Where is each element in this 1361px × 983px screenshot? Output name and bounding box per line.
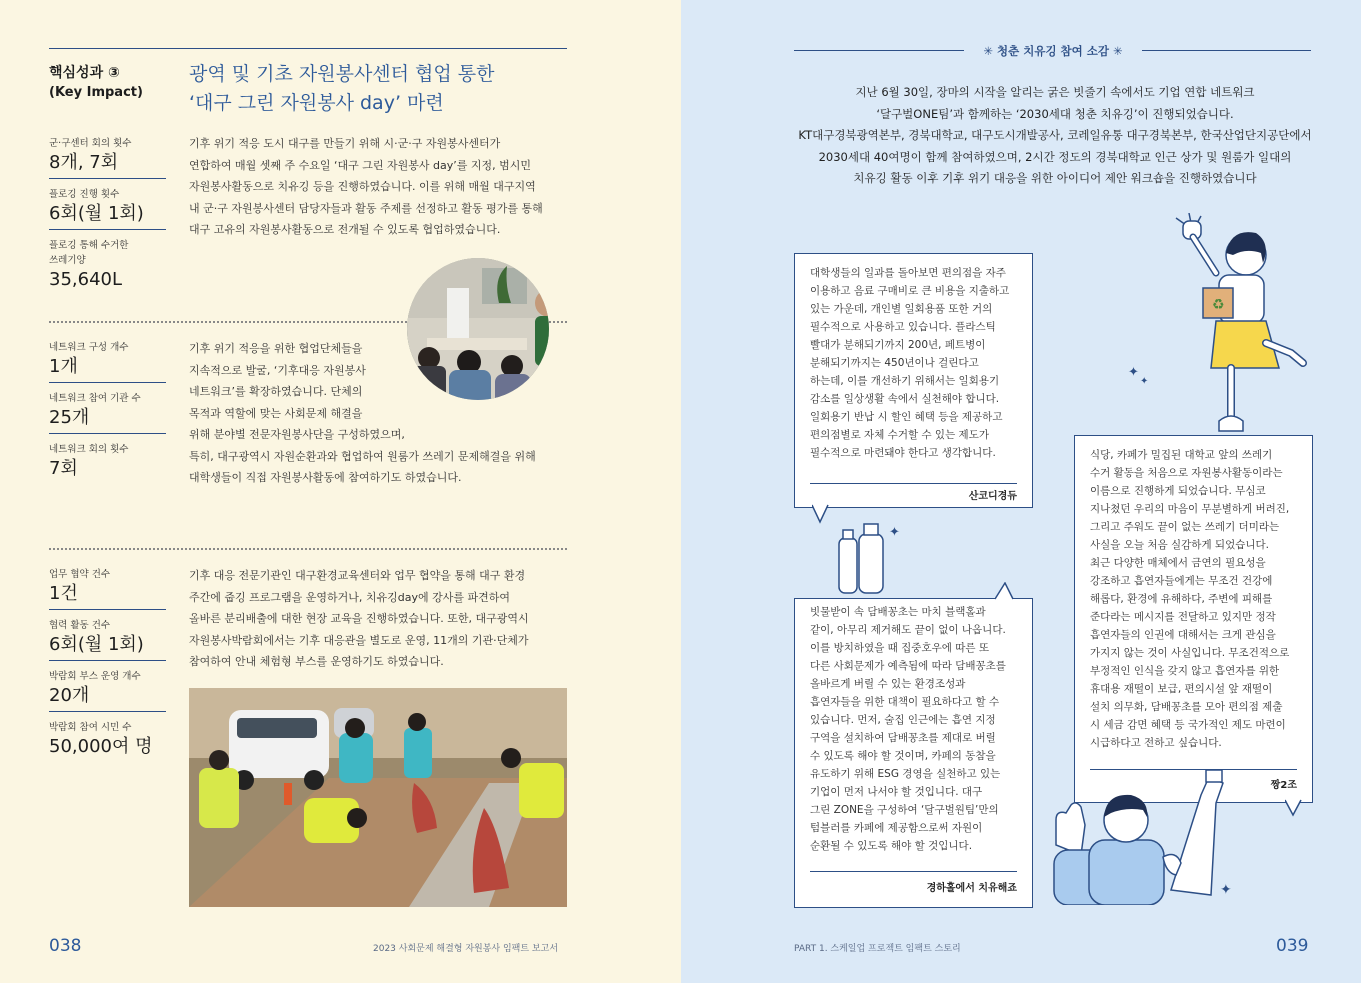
footer-part: PART 1. 스케일업 프로젝트 임팩트 스토리 [794,944,961,954]
sparkle-icon: ✦ [1140,376,1149,387]
meeting-photo [407,258,549,400]
text-line: 휴대용 재떨이 보급, 편의시설 앞 재떨이 [1090,683,1273,695]
text-line: 텀블러를 카페에 제공함으로써 자원이 [810,822,983,834]
intro-line: KT대구경북광역본부, 경북대학교, 대구도시개발공사, 코레일유통 대구경북본부, 한국산업단지공단에서 [798,128,1312,142]
text-line: 일회용기 반납 시 할인 혜택 등을 제공하고 [810,411,1003,423]
text-line: 하는데, 이를 개선하기 위해서는 일회용기 [810,375,1000,387]
bottles-illustration [831,520,891,595]
bubble-2-author: 짱2조 [1270,780,1297,791]
text-line: 올바른 분리배출에 대한 현장 교육을 진행하였습니다. 또한, 대구광역시 [189,612,529,625]
stat-label: 군·구센터 회의 횟수 [49,138,132,149]
stat-label: 플로깅 진행 횟수 [49,189,120,200]
footer-title: 2023 사회문제 해결형 자원봉사 임팩트 보고서 [373,944,559,954]
stats-block-2 [49,340,166,492]
plogging-photo [189,688,567,907]
text-line: 부정적인 인식을 갖지 않고 흡연자를 위한 [1090,665,1280,677]
text-line: 최근 다양한 매체에서 금연의 필요성을 [1090,557,1266,569]
boy-illustration [1051,765,1226,905]
text-line: 대학생들의 일과를 돌아보면 편의점을 자주 [810,267,1006,279]
stat-label-2: 쓰레기양 [49,255,86,266]
stat-label: 업무 협약 건수 [49,569,111,580]
stat-label: 네트워크 회의 횟수 [49,444,129,455]
text-line: 있습니다. 먼저, 술집 인근에는 흡연 지정 [810,714,996,726]
right-page [681,0,1361,983]
text-line: 식당, 카페가 밀집된 대학교 앞의 쓰레기 [1090,449,1273,461]
text-line: 수 있도록 해야 할 것이며, 카페의 동참을 [810,750,996,762]
text-line: 감소를 일상생활 속에서 실천해야 합니다. [810,393,1000,405]
intro-text [790,82,1320,190]
stat-item [49,567,166,610]
text-line: 있는 가운데, 개인별 일회용품 또한 거의 [810,303,993,315]
stats-block-1 [49,136,166,303]
text-line: 목적과 역할에 맞는 사회문제 해결을 [189,406,363,420]
text-line: 다른 사회문제가 예측됨에 따라 담배꽁초를 [810,660,1006,672]
stat-label: 박람회 부스 운영 개수 [49,671,141,682]
text-line: 그린 ZONE을 구성하여 ‘달구벌원팀’만의 [810,804,999,816]
stat-label: 플로깅 통해 수거한 [49,240,129,251]
text-line: 준다라는 메시지를 전달하고 있지만 정작 [1090,611,1276,623]
bubble-2-text [1090,446,1305,752]
headline-line-1: 광역 및 기초 자원봉사센터 협업 통한 [189,63,495,85]
text-line: 가지지 않는 것이 사실입니다. 무조건적으로 [1090,647,1290,659]
bubble-1-author: 산코디경듀 [968,491,1017,502]
headline [189,60,569,118]
text-line: 특히, 대구광역시 자원순환과와 협업하여 원룸가 쓰레기 문제해결을 위해 [189,449,536,463]
body-text-1 [189,133,569,241]
stat-value: 1개 [49,356,78,377]
text-line: 그리고 주워도 끝이 없는 쓰레기 더미라는 [1090,521,1280,533]
speech-bubble-2 [1074,435,1313,803]
text-line: 분해되기까지는 450년이나 걸린다고 [810,357,979,369]
text-line: 연합하여 매월 셋째 주 수요일 ‘대구 그린 자원봉사 day’를 지정, 범시민 [189,158,531,172]
sparkle-icon: ✦ [889,525,900,540]
banner-line-left [794,50,964,51]
stat-label: 협력 활동 건수 [49,620,111,631]
text-line: 올바르게 버릴 수 있는 환경조성과 [810,678,966,690]
bubble-2-tail [1285,799,1305,819]
text-line: 필수적으로 마련돼야 한다고 생각합니다. [810,447,996,459]
stat-value: 6회(월 1회) [49,203,144,224]
intro-line: 치유깅 활동 이후 기후 위기 대응을 위한 아이디어 제안 워크숍을 진행하였습니다 [853,171,1257,185]
text-line: 편의점별로 자체 수거할 수 있는 제도가 [810,429,989,441]
stat-value: 35,640L [49,269,123,290]
text-line: 시급하다고 전하고 싶습니다. [1090,737,1222,749]
stat-label: 박람회 참여 시민 수 [49,722,132,733]
text-line: 빨대가 분해되기까지 200년, 페트병이 [810,339,986,351]
text-line: 내 군·구 자원봉사센터 담당자들과 활동 주제를 선정하고 활동 평가를 통해 [189,201,543,215]
stat-item [49,187,166,230]
text-line: 해롭다, 환경에 유해하다, 주변에 피해를 [1090,593,1273,605]
text-line: 주간에 줍깅 프로그램을 운영하거나, 치유깅day에 강사를 파견하여 [189,590,510,604]
stat-value: 20개 [49,685,90,706]
stat-item [49,720,166,762]
bubble-1-tail [812,504,832,524]
stat-value: 7회 [49,458,78,479]
text-line: 대학생들이 직접 자원봉사활동에 참여하기도 하였습니다. [189,471,462,484]
stats-block-3 [49,567,166,770]
banner-title: ✳ 청춘 치유깅 참여 소감 ✳ [983,44,1123,58]
stat-value: 8개, 7회 [49,152,119,173]
text-line: 지나쳤던 우리의 마음이 무분별하게 버려진, [1090,503,1290,515]
text-line: 사실을 오늘 처음 실감하게 되었습니다. [1090,539,1269,551]
speech-bubble-3 [794,598,1033,908]
text-line: 기업이 먼저 나서야 할 것입니다. 대구 [810,786,983,798]
text-line: 위해 분야별 전문자원봉사단을 구성하였으며, [189,428,405,441]
stat-item [49,136,166,179]
bubble-3-author: 경하홀에서 치유해죠 [926,883,1017,894]
bubble-rule [810,483,1017,484]
dotted-divider [49,548,567,550]
page-number: 038 [49,936,82,956]
stat-value: 50,000여 명 [49,736,153,757]
text-line: 빗물받이 속 담배꽁초는 마치 블랙홀과 [810,606,986,618]
page-number: 039 [1276,936,1309,956]
text-line: 흡연자들의 인권에 대해서는 크게 관심을 [1090,629,1276,641]
headline-line-2: ‘대구 그린 자원봉사 day’ 마련 [189,92,444,114]
speech-bubble-1 [794,253,1033,508]
text-line: 구역을 설치하여 담배꽁초를 제대로 버릴 [810,732,996,744]
intro-line: 지난 6월 30일, 장마의 시작을 알리는 굵은 빗줄기 속에서도 기업 연합 네트워크 [855,85,1255,99]
body-text-3 [189,565,569,673]
intro-line: ‘달구벌ONE팀’과 함께하는 ‘2030세대 청춘 치유깅’이 진행되었습니다. [876,106,1234,121]
top-rule [49,48,567,49]
text-line: 기후 위기 적응 도시 대구를 만들기 위해 시·군·구 자원봉사센터가 [189,137,501,150]
text-line: 수거 활동을 처음으로 자원봉사활동이라는 [1090,467,1283,479]
text-line: 이름으로 진행하게 되었습니다. 무심코 [1090,485,1266,497]
text-line: 설치 의무화, 담배꽁초를 모아 편의점 제출 [1090,701,1283,713]
stat-item [49,238,166,295]
text-line: 참여하여 안내 체험형 부스를 운영하기도 하였습니다. [189,655,444,668]
text-line: 같이, 아무리 제거해도 끝이 없이 나옵니다. [810,624,1006,636]
text-line: 필수적으로 사용하고 있습니다. 플라스틱 [810,321,996,333]
intro-line: 2030세대 40여명이 함께 참여하였으며, 2시간 정도의 경북대학교 인근 상가 및 원룸가 일대의 [818,149,1292,164]
section-sub: (Key Impact) [49,85,143,100]
stat-value: 6회(월 1회) [49,634,144,655]
sparkle-icon: ✦ [1128,365,1139,380]
stat-label: 네트워크 참여 기관 수 [49,393,141,404]
stat-value: 1건 [49,583,78,604]
section-label: 핵심성과 ③ [49,65,120,81]
bubble-3-text [810,603,1025,855]
stat-item [49,391,166,434]
bubble-rule [810,871,1017,872]
text-line: 유도하기 위해 ESG 경영을 실천하고 있는 [810,768,1001,780]
banner [794,44,1311,58]
stat-item [49,340,166,383]
text-line: 기후 위기 적응을 위한 협업단체들을 [189,342,363,355]
stat-item [49,618,166,661]
banner-line-right [1142,50,1311,51]
sparkle-icon: ✦ [1220,882,1232,898]
stat-item [49,669,166,712]
text-line: 이용하고 음료 구매비로 큰 비용을 지출하고 [810,285,1010,297]
text-line: 자원봉사활동으로 치유깅 등을 진행하였습니다. 이를 위해 매월 대구지역 [189,180,536,193]
text-line: 자원봉사박람회에서는 기후 대응관을 별도로 운영, 11개의 기관·단체가 [189,633,529,647]
stat-label: 네트워크 구성 개수 [49,342,129,353]
text-line: 시 세금 감면 혜택 등 국가적인 제도 마련이 [1090,719,1286,731]
bubble-1-text [810,264,1025,462]
girl-illustration [1171,213,1311,438]
bubble-3-tail [995,582,1015,600]
text-line: 이를 방치하였을 때 집중호우에 따른 또 [810,642,989,654]
text-line: 흡연자들을 위한 대책이 필요하다고 할 수 [810,696,1000,708]
stat-item [49,442,166,484]
text-line: 지속적으로 발굴, ‘기후대응 자원봉사 [189,363,366,377]
stat-value: 25개 [49,407,90,428]
text-line: 네트워크’를 확장하였습니다. 단체의 [189,385,363,398]
svg-text:♻: ♻ [1212,297,1225,313]
text-line: 대구 고유의 자원봉사활동으로 전개될 수 있도록 협업하였습니다. [189,223,501,236]
text-line: 강조하고 흡연자들에게는 무조건 건강에 [1090,575,1273,587]
text-line: 기후 대응 전문기관인 대구환경교육센터와 업무 협약을 통해 대구 환경 [189,569,526,582]
text-line: 순환될 수 있도록 해야 할 것입니다. [810,840,973,852]
